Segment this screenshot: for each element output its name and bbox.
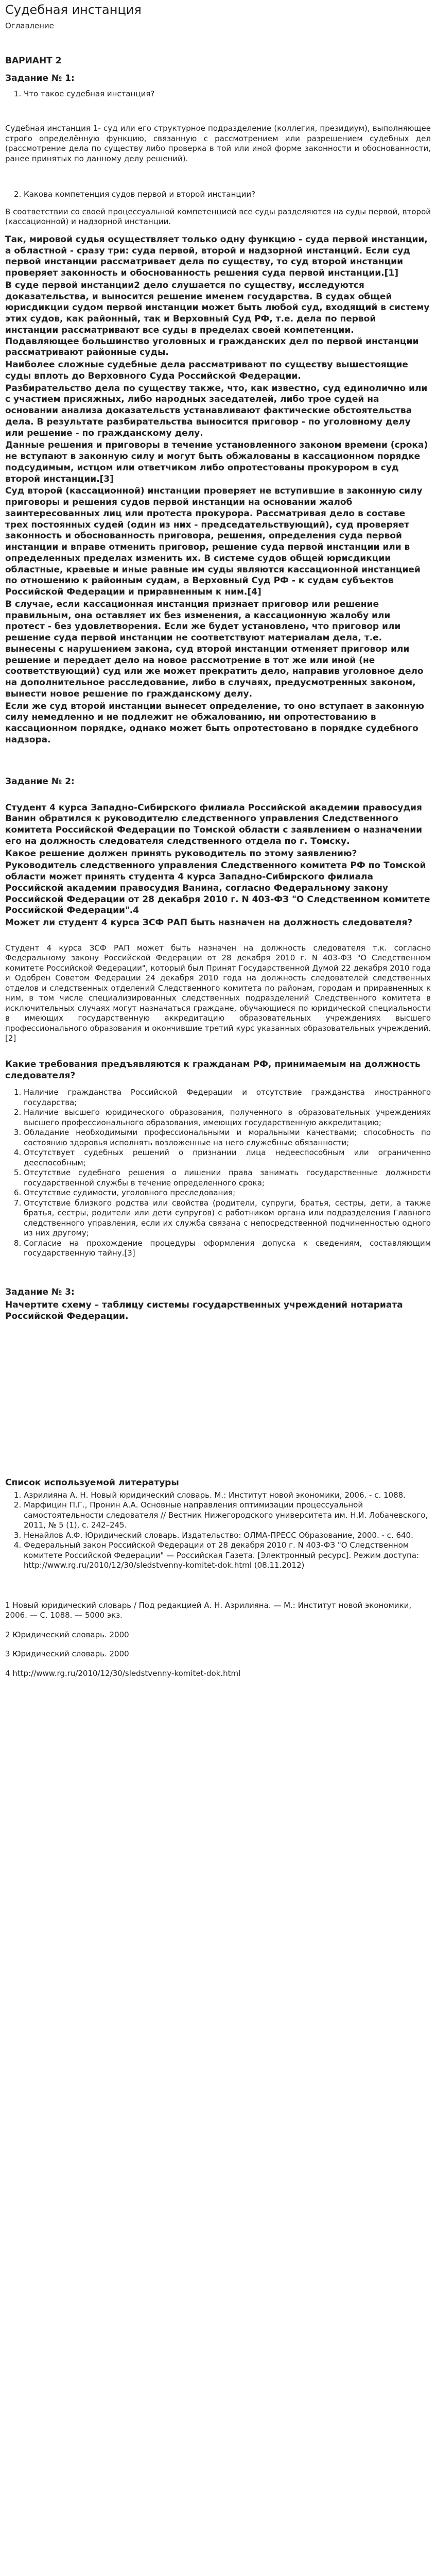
literature-item: 3. Ненайлов А.Ф. Юридический словарь. Издательство: ОЛМА-ПРЕСС Образование, 2000. - с. 640.	[24, 1531, 431, 1541]
requirements-list	[5, 1088, 431, 1259]
spacer	[5, 171, 431, 190]
task-1-section	[5, 73, 431, 746]
requirement-item: 3. Обладание необходимыми профессиональными и моральными качествами; способность по состоянию здоровья исполнять возложенные на него служебные обязанности;	[24, 1128, 431, 1148]
answer-2-bold-4: Данные решения и приговоры в течение установленного законом времени (срока) не вступают в законную силу и могут быть обжалованы в кассационном порядке подсудимым, истцом или ответчиком либо опротестованы прокурором в суд второй инстанции.[3]	[5, 440, 428, 484]
task-2-question-2: Может ли студент 4 курса ЗСФ РАП быть назначен на должность следователя?	[5, 918, 413, 928]
footnote: 3 Юридический словарь. 2000	[5, 1649, 129, 1659]
requirement-item: 7. Отсутствие близкого родства или свойства (родители, супруги, братья, сестры, дети, а также братья, сестры, родители или дети супругов) с работником органа или подразделения Главного следственного управления, если их служба связана с непосредственной подчиненностью одного из них другому;	[24, 1198, 431, 1239]
requirement-item: 5. Отсутствие судебного решения о лишении права занимать государственные должности государственной службы в течение определенного срока;	[24, 1168, 431, 1188]
question-2: 2. Какова компетенция судов первой и второй инстанции?	[24, 190, 431, 200]
literature-section	[5, 1477, 431, 1571]
literature-heading: Список используемой литературы	[5, 1477, 179, 1488]
task-2-answer-2: Студент 4 курса ЗСФ РАП может быть назначен на должность следователя т.к. согласно Федеральному закону Российской Федерации от 28 декабря 2010 г. N 403-ФЗ "О Следственном комитете Российской Федерации", который был Принят Государственной Думой 22 декабря 2010 года и Одобрен Советом Федерации 24 декабря 2010 года на должность следователей следственных отделов и следственных отделений Следственного комитета по районам, городам и приравненных к ним, в том числе специализированных следственных подразделений Следственного комитета в исключительных случаях могут назначаться граждане, обучающиеся по юридической специальности в имеющих государственную аккредитацию образовательных учреждениях высшего профессионального образования и окончившие третий курс указанных образовательных учреждений.[2]	[5, 943, 431, 1043]
requirement-item: 1. Наличие гражданства Российской Федерации и отсутствие гражданства иностранного государства;	[24, 1088, 431, 1108]
answer-2-bold-5: Суд второй (кассационной) инстанции проверяет не вступившие в законную силу приговоры и решения судов первой инстанции на основании жалоб заинтересованных лиц или протеста прокурора. Рассматривая дело в составе трех постоянных судей (один из них - председательствующий), суд проверяет законность и обоснованность приговора, решения, определения суда первой инстанции и вправе отменить приговор, решение суда первой инстанции или в определенных пределах изменить их. В системе судов общей юрисдикции областные, краевые и иные равные им суды являются кассационной инстанцией по отношению к районным судам, а Верховный Суд РФ - к судам субъектов Российской Федерации и приравненным к ним.[4]	[5, 486, 423, 598]
question-1: 1. Что такое судебная инстанция?	[24, 89, 431, 99]
requirements-heading: Какие требования предъявляются к гражданам РФ, принимаемым на должность следователя?	[5, 1059, 421, 1081]
page-title: Судебная инстанция	[5, 3, 142, 17]
task-3-text: Начертите схему – таблицу системы государственных учреждений нотариата Российской Федерации.	[5, 1300, 403, 1321]
requirement-item: 2. Наличие высшего юридического образования, полученного в образовательных учреждениях высшего профессионального образования, имеющих государственную аккредитацию;	[24, 1108, 431, 1128]
task-2-section	[5, 776, 431, 1259]
footnote: 4 http://www.rg.ru/2010/12/30/sledstvenny-komitet-dok.html	[5, 1668, 241, 1678]
literature-list	[5, 1490, 431, 1571]
answer-2-bold-6: В случае, если кассационная инстанция признает приговор или решение правильным, она оставляет их без изменения, а кассационную жалобу или протест - без удовлетворения. Если же будет установлено, что приговор или решение суда первой инстанции не соответствуют материалам дела, т.е. вынесены с нарушением закона, суд второй инстанции отменяет приговор или решение и передает дело на новое рассмотрение в тот же или иной (не соответствующий) суд или же может прекратить дело, направив уголовное дело на дополнительное расследование, либо в случаях, предусмотренных законом, вынести новое решение по гражданскому делу.	[5, 599, 424, 699]
task-1-heading: Задание № 1:	[5, 73, 75, 83]
footnote: 2 Юридический словарь. 2000	[5, 1630, 129, 1639]
question-2-list	[5, 190, 431, 200]
task-3-section	[5, 1286, 431, 1323]
requirement-item: 4. Отсутствует судебных решений о признании лица недееспособным или ограниченно дееспособным;	[24, 1148, 431, 1168]
answer-2-bold-1: В суде первой инстанции2 дело слушается по существу, исследуются доказательства, и выносится решение именем государства. В судах общей юрисдикции судом первой инстанции может быть любой суд, входящий в систему этих судов, как районный, так и Верховный Суд РФ, т.е. дела по первой инстанции рассматривают все суды в пределах своей компетенции. Подавляющее большинство уголовных и гражданских дел по первой инстанции рассматривают районные суды.	[5, 280, 430, 358]
answer-2-bold-7: Если же суд второй инстанции вынесет определение, то оно вступает в законную силу немедленно и не подлежит не обжалованию, ни опротестованию в кассационном порядке, однако может быть опротестовано в порядке судебного надзора.	[5, 701, 425, 745]
literature-item: 4. Федеральный закон Российской Федерации от 28 декабря 2010 г. N 403-ФЗ "О Следственном комитете Российской Федерации" — Российская Газета. [Электронный ресурс]. Режим доступа: http://www.rg.ru/2010/12/30/sledstvenny-komitet-dok.html (08.11.2012)	[24, 1540, 431, 1571]
task-2-answer-1: Руководитель следственного управления Следственного комитета РФ по Томской области может принять студента 4 курса Западно-Сибирского филиала Российской академии правосудия Ванина, согласно Федеральному закону Российской Федерации от 28 декабря 2010 г. N 403-ФЗ "О Следственном комитете Российской Федерации".4	[5, 860, 430, 916]
footnote: 1 Новый юридический словарь / Под редакцией А. Н. Азрилияна. — М.: Институт новой экономики, 2006. — С. 1088. — 5000 экз.	[5, 1600, 412, 1620]
task-2-heading: Задание № 2:	[5, 776, 75, 787]
task-2-question-1: Какое решение должен принять руководитель по этому заявлению?	[5, 848, 357, 859]
task-3-heading: Задание № 3:	[5, 1286, 75, 1297]
literature-item: 2. Марфицин П.Г., Пронин А.А. Основные направления оптимизации процессуальной самостоятельности следователя // Вестник Нижегородского университета им. Н.И. Лобачевского, 2011, № 5 (1), с. 242–245.	[24, 1500, 431, 1531]
toc-link[interactable]: Оглавление	[5, 21, 54, 31]
literature-item: 1. Азрилияна А. Н. Новый юридический словарь. М.: Институт новой экономики, 2006. - с. 1088.	[24, 1490, 431, 1501]
answer-2-bold-0: Так, мировой судья осуществляет только одну функцию - суда первой инстанции, а областной - сразу три: суда первой, второй и надзорной инстанций. Если суд первой инстанции рассматривает дела по существу, то суд второй инстанции проверяет законность и обоснованность решения суда первой инстанции.[1]	[5, 234, 428, 279]
question-1-list	[5, 89, 431, 99]
footnotes-section	[5, 1601, 431, 1679]
requirement-item: 6. Отсутствие судимости, уголовного преследования;	[24, 1188, 431, 1198]
answer-1-text: Судебная инстанция 1- суд или его структурное подразделение (коллегия, президиум), выполняющее строго определённую функцию, связанную с рассмотрением или разрешением судебных дел (рассмотрение дела по существу либо проверка в той или иной форме законности и обоснованности, ранее принятых по данному делу решений).	[5, 124, 431, 163]
variant-heading: ВАРИАНТ 2	[5, 55, 62, 66]
requirement-item: 8. Согласие на прохождение процедуры оформления допуска к сведениям, составляющим государственную тайну.[3]	[24, 1239, 431, 1259]
answer-2-bold-3: Разбирательство дела по существу также, что, как известно, суд единолично или с участием присяжных, либо народных заседателей, либо трое судей на основании анализа доказательств устанавливают фактические обстоятельства дела. В результате разбирательства выносится приговор - по уголовному делу или решение - по гражданскому делу.	[5, 383, 428, 438]
answer-2-intro: В соответствии со своей процессуальной компетенцией все суды разделяются на суды первой, второй (кассационной) и надзорной инстанции.	[5, 207, 431, 227]
task-2-case: Студент 4 курса Западно-Сибирского филиала Российской академии правосудия Ванин обратился к руководителю следственного управления Следственного комитета Российской Федерации по Томской области с заявлением о назначении его на должность следователя следственного отдела по г. Томску.	[5, 802, 423, 846]
answer-2-bold-2: Наиболее сложные судебные дела рассматривают по существу вышестоящие суды вплоть до Верховного Суда Российской Федерации.	[5, 360, 408, 381]
